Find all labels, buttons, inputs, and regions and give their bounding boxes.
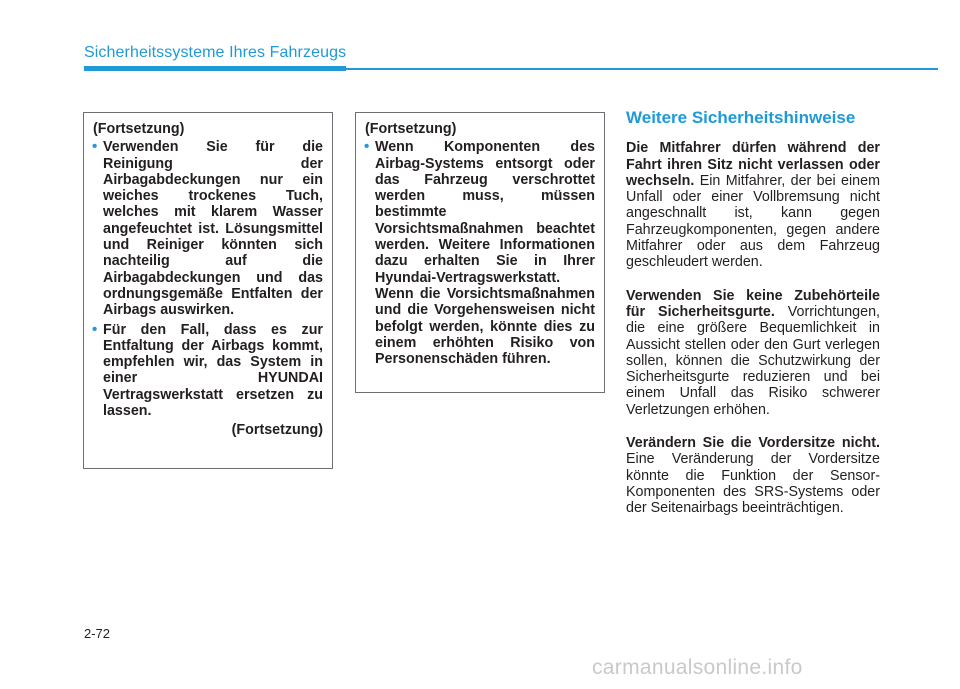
continuation-heading: (Fortsetzung)	[93, 121, 185, 137]
safety-paragraph	[626, 288, 880, 418]
safety-paragraph	[626, 435, 880, 516]
paragraph-body: Ein Mitfahrer, der bei einem Unfall oder einer Vollbremsung nicht angeschnallt ist, kann gegen Fahrzeugkomponenten, gegen andere Mitfahrer oder aus dem Fahrzeug geschleudert werden.	[626, 172, 880, 271]
section-title: Weitere Sicherheitshinweise	[626, 108, 856, 127]
continuation-footer: (Fortsetzung)	[231, 422, 323, 439]
warning-item	[93, 322, 323, 420]
bullet-dot-icon: •	[364, 138, 370, 156]
safety-paragraph	[626, 140, 880, 270]
warning-item	[93, 139, 323, 318]
warning-list	[365, 139, 595, 367]
section-header-title: Sicherheitssysteme Ihres Fahrzeugs	[84, 44, 347, 61]
paragraph-lead: Verwenden Sie keine Zubehörteile für Sicherheitsgurte.	[626, 287, 880, 320]
paragraph-lead: Verändern Sie die Vordersitze nicht.	[626, 435, 880, 452]
header-rule-line	[346, 68, 938, 70]
header-accent-bar	[84, 66, 346, 71]
watermark-text: carmanualsonline.info	[592, 656, 803, 679]
warning-list	[93, 139, 323, 419]
warning-item-text: Für den Fall, dass es zur Entfaltung der Airbags kommt, empfehlen wir, das System in einer HYUNDAI Vertragswerkstatt ersetzen zu lassen.	[103, 321, 323, 420]
paragraph-body: Vorrichtungen, die eine größere Bequemlichkeit in Aussicht stellen oder den Gurt verlegen sollen, können die Schutzwirkung der Sicherheitsgurte reduzieren und bei einem Unfall das Risiko schwerer Verletzungen erhöhen.	[626, 303, 880, 418]
warning-item-text: Wenn Komponenten des Airbag-Systems entsorgt oder das Fahrzeug verschrottet werden muss, müssen bestimmte Vorsichtsmaßnahmen beachtet werden. Weitere Informationen dazu erhalten Sie in Ihrer Hyundai-Vertragswerkstatt. Wenn die Vorsichtsmaßnahmen und die Vorgehensweisen nicht befolgt werden, könnte dies zu einem erhöhten Risiko von Personenschäden führen.	[375, 139, 595, 368]
paragraph-body: Eine Veränderung der Vordersitze könnte die Funktion der Sensor-Komponenten des SRS-Systems oder der Seitenairbags beeinträchtigen.	[626, 451, 880, 517]
paragraph-lead: Die Mitfahrer dürfen während der Fahrt ihren Sitz nicht verlassen oder wechseln.	[626, 140, 880, 189]
bullet-dot-icon: •	[92, 138, 98, 156]
warning-item	[365, 139, 595, 367]
warning-item-text: Verwenden Sie für die Reinigung der Airbagabdeckungen nur ein weiches trockenes Tuch, welches mit klarem Wasser angefeuchtet ist. Lösungsmittel und Reiniger könnten sich nachteilig auf die Airbagabdeckungen und das ordnungsgemäße Entfalten der Airbags auswirken.	[103, 139, 323, 319]
safety-notes-column	[626, 110, 880, 534]
bullet-dot-icon: •	[92, 320, 98, 338]
continuation-heading: (Fortsetzung)	[365, 121, 457, 137]
page-number: 2-72	[84, 626, 111, 641]
warning-box-middle	[355, 112, 605, 393]
warning-box-left	[83, 112, 333, 469]
